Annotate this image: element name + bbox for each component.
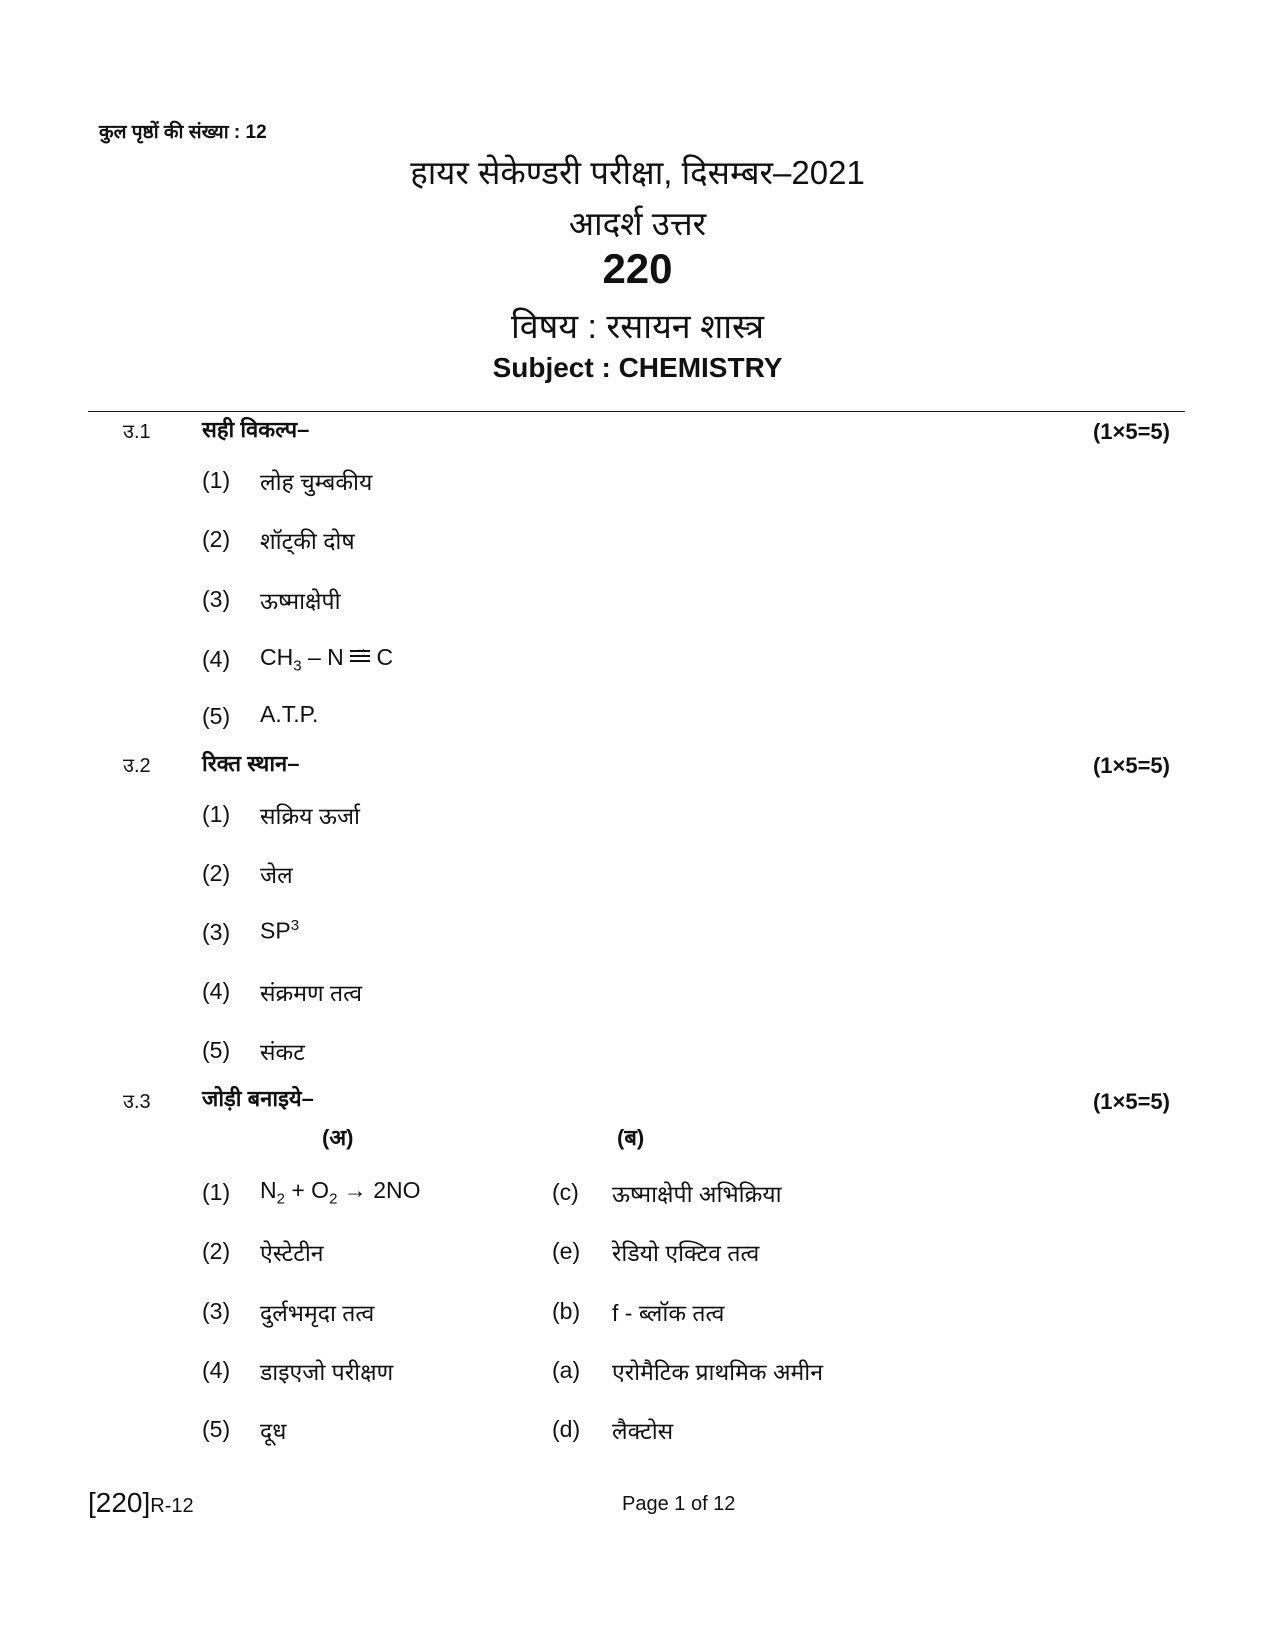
q1-item-answer: A.T.P.: [260, 701, 319, 727]
q1-item-number: (3): [202, 586, 231, 612]
match-column-a-item: दुर्लभमृदा तत्व: [260, 1300, 375, 1326]
match-row-number: (2): [202, 1238, 231, 1264]
q1-item-answer-formula: [260, 641, 394, 675]
match-row-number: (4): [202, 1357, 231, 1383]
column-b-heading: (ब): [617, 1125, 645, 1150]
match-column-a-item: ऐस्टेटीन: [260, 1240, 324, 1266]
match-row-number: (3): [202, 1298, 231, 1324]
column-a-heading: (अ): [322, 1125, 354, 1150]
header-divider: [88, 411, 1185, 412]
footer-code-sub: R-12: [150, 1495, 194, 1517]
q1-marks: (1×5=5): [1092, 419, 1170, 444]
exam-title: हायर सेकेण्डरी परीक्षा, दिसम्बर–2021: [410, 154, 865, 191]
formula-part: – N: [301, 644, 351, 670]
footer-paper-code: [88, 1487, 194, 1519]
q2-marks: (1×5=5): [1092, 753, 1170, 778]
q2-item-number: (2): [202, 860, 231, 886]
q2-item-answer: सक्रिय ऊर्जा: [260, 803, 360, 829]
subject-english: Subject : CHEMISTRY: [492, 352, 783, 383]
q2-item-number: (1): [202, 801, 231, 827]
q2-number: उ.2: [123, 755, 151, 777]
paper-code: 220: [602, 245, 673, 292]
footer-code-main: [220]: [88, 1487, 151, 1518]
q2-item-answer: जेल: [260, 862, 293, 888]
formula-part: + O: [284, 1177, 330, 1203]
formula-subscript: 2: [276, 1190, 285, 1208]
match-column-b-letter: (b): [552, 1298, 581, 1324]
formula-part: N: [260, 1177, 277, 1203]
formula-part: → 2NO: [337, 1177, 421, 1203]
formula-part: SP: [260, 917, 291, 944]
subject-hindi: विषय : रसायन शास्त्र: [510, 308, 765, 346]
q2-item-number: (5): [202, 1037, 231, 1063]
q1-item-answer: ऊष्माक्षेपी: [260, 588, 341, 614]
match-column-a-item: दूध: [260, 1418, 287, 1444]
q2-item-number: (3): [202, 919, 231, 945]
q1-item-answer: शॉट्की दोष: [260, 528, 355, 554]
total-pages-label: कुल पृष्ठों की संख्या : 12: [99, 122, 267, 143]
formula-part: CH: [260, 644, 294, 670]
q3-marks: (1×5=5): [1092, 1089, 1170, 1114]
q3-title: जोड़ी बनाइये–: [202, 1086, 314, 1111]
match-row-number: (5): [202, 1416, 231, 1442]
match-column-b-answer: एरोमैटिक प्राथमिक अमीन: [612, 1359, 823, 1385]
q3-number: उ.3: [123, 1091, 151, 1113]
match-column-b-letter: (c): [552, 1179, 579, 1205]
match-column-b-answer: लैक्टोस: [612, 1418, 674, 1444]
q2-title: रिक्त स्थान–: [202, 751, 300, 776]
q2-item-answer: संकट: [260, 1039, 305, 1065]
q1-item-number: (5): [202, 703, 231, 729]
q2-item-number: (4): [202, 978, 231, 1004]
match-column-b-letter: (a): [552, 1357, 581, 1383]
q1-number: उ.1: [123, 421, 151, 443]
match-column-b-answer: f - ब्लॉक तत्व: [612, 1300, 725, 1326]
formula-superscript: 3: [290, 917, 300, 934]
match-column-b-answer: ऊष्माक्षेपी अभिक्रिया: [612, 1181, 782, 1207]
match-column-a-item: डाइएजो परीक्षण: [260, 1359, 394, 1385]
q2-item-answer: संक्रमण तत्व: [260, 980, 362, 1006]
q1-item-number: (1): [202, 467, 231, 493]
match-column-a-formula: [260, 1177, 421, 1208]
match-column-b-letter: (e): [552, 1238, 581, 1264]
q1-item-answer: लोह चुम्बकीय: [260, 469, 373, 495]
formula-part: C: [370, 644, 394, 670]
triple-bond-symbol: →: [350, 647, 370, 665]
match-column-b-answer: रेडियो एक्टिव तत्व: [612, 1240, 760, 1266]
formula-subscript: 2: [329, 1190, 338, 1208]
q1-title: सही विकल्प–: [202, 417, 310, 442]
q1-item-number: (4): [202, 646, 231, 672]
q2-item-answer-formula: [260, 917, 299, 945]
match-column-b-letter: (d): [552, 1416, 581, 1442]
page-number: Page 1 of 12: [622, 1493, 736, 1515]
document-subtitle: आदर्श उत्तर: [568, 205, 707, 242]
q1-item-number: (2): [202, 526, 231, 552]
formula-subscript: 3: [293, 657, 302, 675]
match-row-number: (1): [202, 1179, 231, 1205]
